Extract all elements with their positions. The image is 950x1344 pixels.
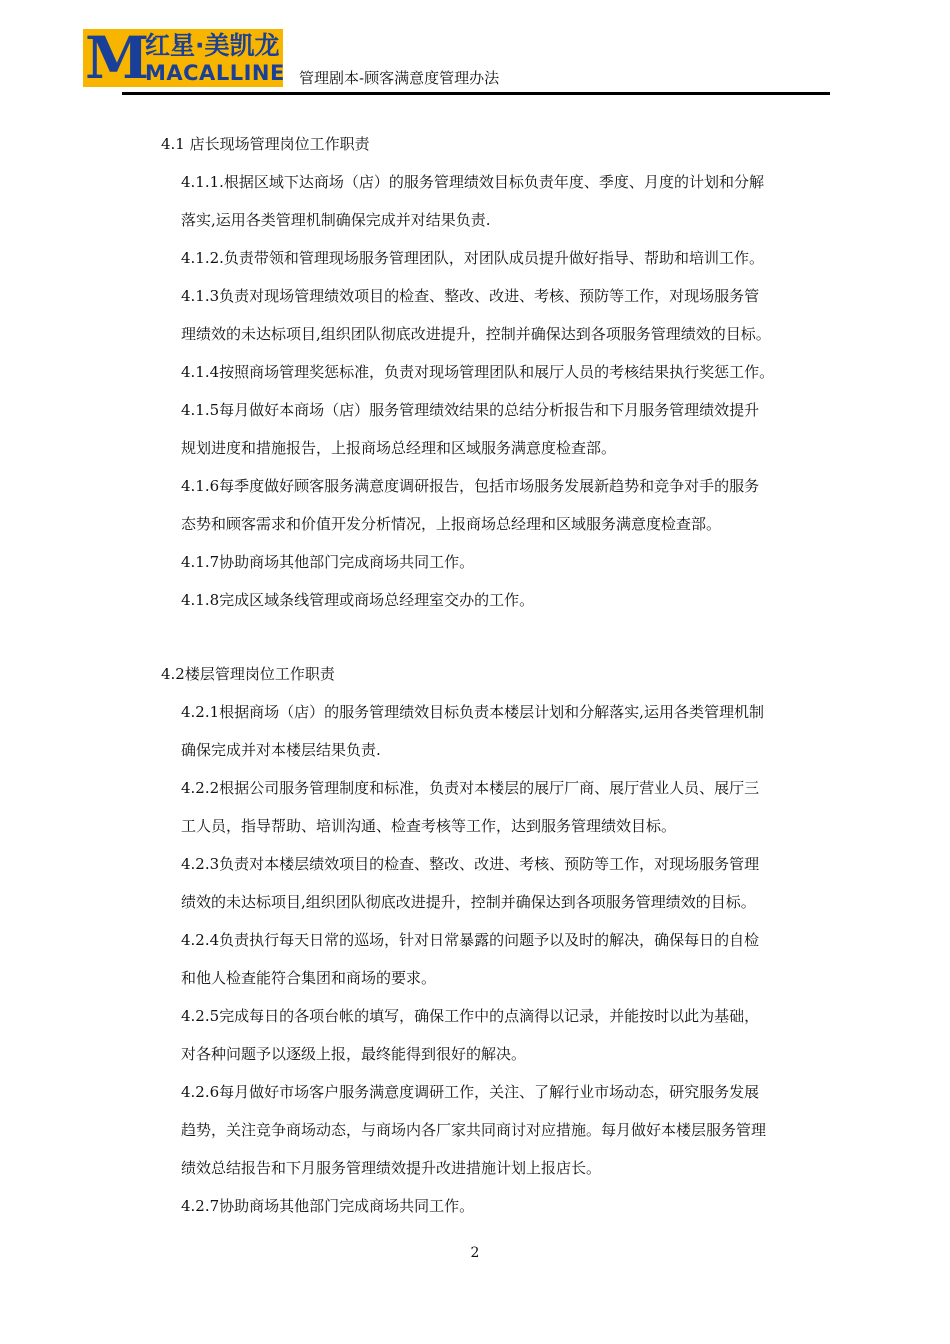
paragraph-line: 态势和顾客需求和价值开发分析情况，上报商场总经理和区域服务满意度检查部。	[181, 515, 722, 533]
paragraph-line: 4.2.2根据公司服务管理制度和标准，负责对本楼层的展厅厂商、展厅营业人员、展厅三	[181, 779, 760, 797]
paragraph	[161, 391, 841, 467]
paragraph-line: 确保完成并对本楼层结果负责.	[181, 741, 381, 759]
paragraph-line: 和他人检查能符合集团和商场的要求。	[181, 969, 437, 987]
page-number: 2	[470, 1245, 480, 1261]
paragraph-line: 规划进度和措施报告，上报商场总经理和区域服务满意度检查部。	[181, 439, 617, 457]
paragraph-line: 4.2.6每月做好市场客户服务满意度调研工作，关注、了解行业市场动态，研究服务发展	[181, 1083, 760, 1101]
paragraph-line: 理绩效的未达标项目,组织团队彻底改进提升，控制并确保达到各项服务管理绩效的目标。	[181, 325, 771, 343]
paragraph	[161, 277, 841, 353]
paragraph-line: 趋势，关注竞争商场动态，与商场内各厂家共同商讨对应措施。每月做好本楼层服务管理	[181, 1121, 767, 1139]
section-title: 4.2楼层管理岗位工作职责	[161, 665, 335, 683]
paragraph-line: 工人员，指导帮助、培训沟通、检查考核等工作，达到服务管理绩效目标。	[181, 817, 677, 835]
paragraph-line: 绩效的未达标项目,组织团队彻底改进提升，控制并确保达到各项服务管理绩效的目标。	[181, 893, 756, 911]
paragraph-line: 绩效总结报告和下月服务管理绩效提升改进措施计划上报店长。	[181, 1159, 602, 1177]
paragraph	[161, 845, 841, 921]
paragraph	[161, 693, 841, 769]
paragraph-line: 4.2.4负责执行每天日常的巡场，针对日常暴露的问题予以及时的解决，确保每日的自检	[181, 931, 760, 949]
paragraph-line: 4.2.1根据商场（店）的服务管理绩效目标负责本楼层计划和分解落实,运用各类管理机制	[181, 703, 764, 721]
paragraph	[161, 163, 841, 239]
paragraph-line: 4.1.5每月做好本商场（店）服务管理绩效结果的总结分析报告和下月服务管理绩效提升	[181, 401, 760, 419]
paragraph-line: 4.2.5完成每日的各项台帐的填写，确保工作中的点滴得以记录，并能按时以此为基础，	[181, 1007, 760, 1025]
paragraph	[161, 353, 841, 391]
logo-name-en: MACALLINE	[145, 61, 285, 85]
document-body	[161, 125, 841, 1225]
paragraph-line: 4.2.7协助商场其他部门完成商场共同工作。	[181, 1197, 475, 1215]
paragraph-line: 4.1.8完成区域条线管理或商场总经理室交办的工作。	[181, 591, 535, 609]
paragraph-line: 4.1.2.负责带领和管理现场服务管理团队，对团队成员提升做好指导、帮助和培训工作。	[181, 249, 764, 267]
company-logo	[83, 24, 285, 92]
paragraph	[161, 921, 841, 997]
header-rule	[122, 92, 830, 95]
paragraph-line: 4.2.3负责对本楼层绩效项目的检查、整改、改进、考核、预防等工作，对现场服务管理	[181, 855, 760, 873]
logo-name-cn: 红星·美凯龙	[145, 31, 280, 60]
paragraph-line: 4.1.4按照商场管理奖惩标准，负责对现场管理团队和展厅人员的考核结果执行奖惩工作。	[181, 363, 775, 381]
paragraph	[161, 1073, 841, 1187]
paragraph	[161, 997, 841, 1073]
paragraph-line: 4.1.3负责对现场管理绩效项目的检查、整改、改进、考核、预防等工作，对现场服务管	[181, 287, 760, 305]
paragraph-line: 对各种问题予以逐级上报，最终能得到很好的解决。	[181, 1045, 527, 1063]
paragraph-line: 4.1.7协助商场其他部门完成商场共同工作。	[181, 553, 475, 571]
paragraph-line: 4.1.1.根据区域下达商场（店）的服务管理绩效目标负责年度、季度、月度的计划和分解	[181, 173, 764, 191]
header-title: 管理剧本-顾客满意度管理办法	[299, 69, 500, 87]
logo-mark: M	[85, 24, 150, 92]
paragraph	[161, 1187, 841, 1225]
paragraph	[161, 467, 841, 543]
section-gap	[161, 619, 841, 655]
paragraph-line: 4.1.6每季度做好顾客服务满意度调研报告，包括市场服务发展新趋势和竞争对手的服务	[181, 477, 760, 495]
paragraph	[161, 581, 841, 619]
paragraph	[161, 769, 841, 845]
paragraph-line: 落实,运用各类管理机制确保完成并对结果负责.	[181, 211, 491, 229]
paragraph	[161, 239, 841, 277]
paragraph	[161, 543, 841, 581]
section-title: 4.1 店长现场管理岗位工作职责	[161, 135, 370, 153]
